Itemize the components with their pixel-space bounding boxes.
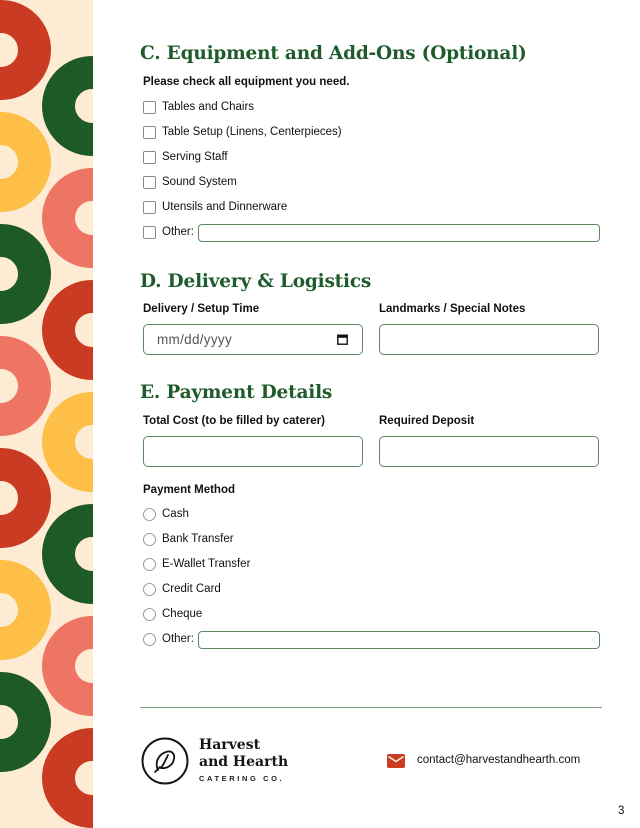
checkbox[interactable] bbox=[143, 151, 156, 164]
landmarks-label: Landmarks / Special Notes bbox=[379, 303, 526, 315]
radio-button[interactable] bbox=[143, 583, 156, 596]
option-label: Other: bbox=[162, 633, 194, 645]
section-c-title: C. Equipment and Add-Ons (Optional) bbox=[140, 43, 527, 64]
brand-name bbox=[199, 737, 288, 771]
calendar-icon[interactable] bbox=[337, 334, 348, 345]
delivery-date-input[interactable] bbox=[143, 324, 363, 355]
equipment-option-tables-chairs[interactable] bbox=[143, 99, 254, 115]
page-number: 3 bbox=[618, 805, 625, 817]
brand-subtitle: CATERING CO. bbox=[199, 774, 285, 783]
contact-email[interactable]: contact@harvestandhearth.com bbox=[417, 754, 581, 766]
option-label: Table Setup (Linens, Centerpieces) bbox=[162, 126, 342, 138]
radio-button[interactable] bbox=[143, 558, 156, 571]
option-label: Bank Transfer bbox=[162, 533, 234, 545]
payment-option-credit-card[interactable] bbox=[143, 581, 221, 597]
equipment-option-other[interactable] bbox=[143, 224, 194, 240]
radio-button[interactable] bbox=[143, 608, 156, 621]
equipment-option-utensils[interactable] bbox=[143, 199, 287, 215]
option-label: Serving Staff bbox=[162, 151, 228, 163]
equipment-other-input[interactable] bbox=[198, 224, 600, 242]
option-label: Utensils and Dinnerware bbox=[162, 201, 288, 213]
payment-other-input[interactable] bbox=[198, 631, 600, 649]
payment-option-other[interactable] bbox=[143, 631, 194, 647]
payment-option-bank-transfer[interactable] bbox=[143, 531, 234, 547]
checkbox[interactable] bbox=[143, 201, 156, 214]
checkbox[interactable] bbox=[143, 101, 156, 114]
radio-button[interactable] bbox=[143, 533, 156, 546]
total-cost-input[interactable] bbox=[143, 436, 363, 467]
payment-option-ewallet[interactable] bbox=[143, 556, 250, 572]
option-label: Other: bbox=[162, 226, 194, 238]
leaf-logo-icon bbox=[141, 737, 189, 785]
equipment-option-serving-staff[interactable] bbox=[143, 149, 228, 165]
envelope-icon bbox=[387, 754, 405, 768]
payment-method-label: Payment Method bbox=[143, 484, 236, 496]
option-label: Tables and Chairs bbox=[162, 101, 255, 113]
total-cost-label: Total Cost (to be filled by caterer) bbox=[143, 415, 325, 427]
payment-option-cheque[interactable] bbox=[143, 606, 202, 622]
radio-button[interactable] bbox=[143, 633, 156, 646]
payment-option-cash[interactable] bbox=[143, 506, 189, 522]
option-label: Cash bbox=[162, 508, 189, 520]
deposit-input[interactable] bbox=[379, 436, 599, 467]
delivery-time-label: Delivery / Setup Time bbox=[143, 303, 260, 315]
option-label: Cheque bbox=[162, 608, 203, 620]
brand-line-2: and Hearth bbox=[199, 754, 289, 770]
decorative-ring-strip bbox=[0, 0, 93, 828]
section-e-title: E. Payment Details bbox=[140, 382, 333, 403]
deposit-label: Required Deposit bbox=[379, 415, 475, 427]
brand-line-1: Harvest bbox=[199, 737, 261, 753]
date-placeholder: mm/dd/yyyy bbox=[157, 332, 233, 347]
equipment-instruction: Please check all equipment you need. bbox=[143, 76, 350, 88]
radio-button[interactable] bbox=[143, 508, 156, 521]
footer-divider bbox=[140, 707, 602, 708]
checkbox[interactable] bbox=[143, 126, 156, 139]
option-label: Credit Card bbox=[162, 583, 221, 595]
option-label: E-Wallet Transfer bbox=[162, 558, 251, 570]
landmarks-input[interactable] bbox=[379, 324, 599, 355]
equipment-option-sound-system[interactable] bbox=[143, 174, 237, 190]
section-d-title: D. Delivery & Logistics bbox=[140, 271, 372, 292]
option-label: Sound System bbox=[162, 176, 237, 188]
checkbox[interactable] bbox=[143, 176, 156, 189]
ring-pattern-icon bbox=[0, 0, 93, 828]
equipment-option-table-setup[interactable] bbox=[143, 124, 342, 140]
checkbox[interactable] bbox=[143, 226, 156, 239]
